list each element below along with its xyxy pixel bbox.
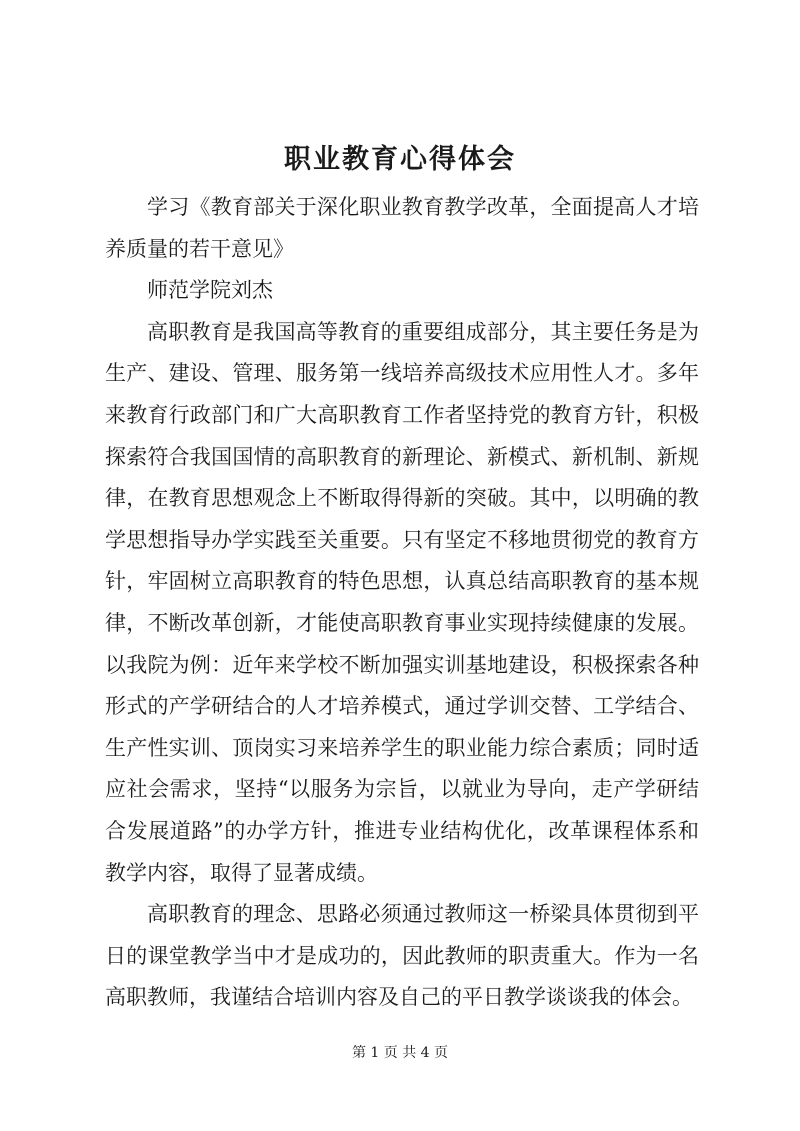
paragraph-closing: 高职教育的理念、思路必须通过教师这一桥梁具体贯彻到平日的课堂教学当中才是成功的，因此教师的职责重大。作为一名高职教师，我谨结合培训内容及自己的平日教学谈谈我的体会。 [105, 902, 699, 1010]
document-title: 职业教育心得体会 [284, 144, 516, 175]
paragraph-subtitle: 学习《教育部关于深化职业教育教学改革，全面提高人才培养质量的若干意见》 [105, 195, 699, 261]
page-footer: 第 1 页 共 4 页 [351, 1045, 449, 1061]
paragraph-author: 师范学院刘杰 [147, 278, 273, 303]
paragraph-main: 高职教育是我国高等教育的重要组成部分，其主要任务是为生产、建设、管理、服务第一线培养高级技术应用性人才。多年来教育行政部门和广大高职教育工作者坚持党的教育方针，积极探索符合我国国情的高职教育的新理论、新模式、新机制、新规律，在教育思想观念上不断取得得新的突破。其中，以明确的教学思想指导办学实践至关重要。只有坚定不移地贯彻党的教育方针，牢固树立高职教育的特色思想，认真总结高职教育的基本规律，不断改革创新，才能使高职教育事业实现持续健康的发展。以我院为例：近年来学校不断加强实训基地建设，积极探索各种形式的产学研结合的人才培养模式，通过学训交替、工学结合、生产性实训、顶岗实习来培养学生的职业能力综合素质；同时适应社会需求，坚持“以服务为宗旨，以就业为导向，走产学研结合发展道路”的办学方针，推进专业结构优化，改革课程体系和教学内容，取得了显著成绩。 [105, 319, 699, 885]
document-body [105, 187, 699, 1019]
